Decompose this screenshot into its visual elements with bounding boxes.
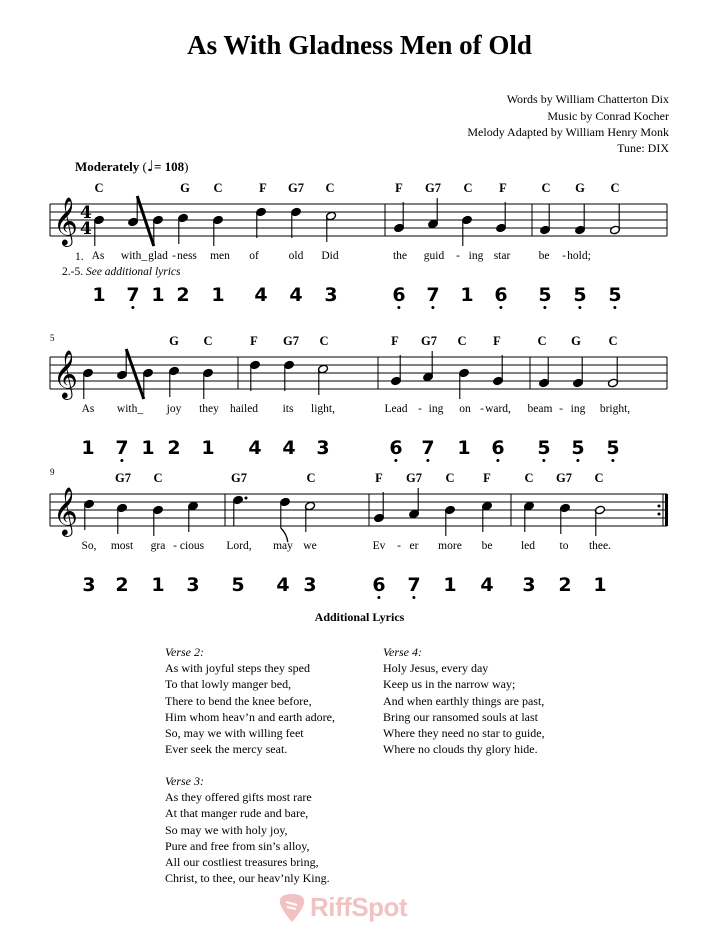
verse-3-block xyxy=(165,773,330,886)
verse-line: Him whom heav’n and earth adore, xyxy=(165,709,335,724)
chord-symbol: F xyxy=(250,334,258,348)
measure-number: 9 xyxy=(50,467,55,477)
scale-number: 1 xyxy=(201,437,215,459)
chord-symbol: C xyxy=(153,471,163,485)
lyric-syllable: So, xyxy=(81,540,97,552)
chord-symbol: G xyxy=(571,334,581,348)
scale-number: 4 xyxy=(480,574,494,596)
chord-symbol: C xyxy=(541,181,551,195)
lyric-syllable: Lead xyxy=(384,403,408,415)
lyric-syllable: on xyxy=(459,403,471,415)
lyric-syllable: As xyxy=(81,403,95,415)
scale-number: 1 xyxy=(593,574,607,596)
lyric-syllable: cious xyxy=(179,540,205,552)
verse-line: So may we with holy joy, xyxy=(165,822,288,837)
scale-number: 2 xyxy=(115,574,129,596)
credit-melody: Melody Adapted by William Henry Monk xyxy=(467,125,669,139)
verse2-label xyxy=(62,266,181,278)
chord-symbol: C xyxy=(524,471,534,485)
lyric-syllable: to xyxy=(559,540,569,552)
scale-number: 7 xyxy=(126,284,139,306)
chord-symbol: C xyxy=(610,181,620,195)
lyric-syllable: hailed xyxy=(229,403,259,415)
lyric-syllable: - xyxy=(559,403,563,415)
lyric-syllable: Lord, xyxy=(226,540,252,552)
lyric-syllable: light, xyxy=(311,403,335,415)
chord-symbol: C xyxy=(457,334,467,348)
lyric-syllable: bright, xyxy=(599,403,631,415)
verse-line: Ever seek the mercy seat. xyxy=(165,742,288,757)
chord-symbol: F xyxy=(375,471,383,485)
chord-symbol: C xyxy=(306,471,316,485)
chord-symbol: G7 xyxy=(283,334,299,348)
lyric-syllable: - xyxy=(418,403,422,415)
lyric-syllable: hold; xyxy=(567,250,591,262)
scale-number: 7 xyxy=(407,574,420,596)
lyric-syllable: - xyxy=(172,250,176,262)
treble-clef-icon: 𝄞 xyxy=(53,349,78,398)
verse-line: As with joyful steps they sped xyxy=(165,661,310,676)
lyric-syllable: be xyxy=(481,540,493,552)
verse-line: Where they need no star to guide, xyxy=(383,726,545,741)
riffspot-logo xyxy=(278,892,407,923)
scale-number: 2 xyxy=(176,284,190,306)
chord-symbol: C xyxy=(319,334,329,348)
scale-number: 2 xyxy=(167,437,181,459)
lyric-syllable: gra xyxy=(150,540,166,552)
lyric-syllable: led xyxy=(520,540,536,552)
time-signature: 4 xyxy=(80,219,92,239)
verse-line: So, may we with willing feet xyxy=(165,726,304,741)
lyric-syllable: men xyxy=(210,250,230,262)
lyric-syllable: of xyxy=(249,250,259,262)
verse-line: Pure and free from sin’s alloy, xyxy=(165,838,310,853)
chord-symbol: C xyxy=(537,334,547,348)
credit-words: Words by William Chatterton Dix xyxy=(506,92,669,106)
verse-line: All our costliest treasures bring, xyxy=(165,855,319,870)
song-title: As With Gladness Men of Old xyxy=(187,30,532,60)
scale-number: 3 xyxy=(186,574,200,596)
scale-number: 5 xyxy=(606,437,619,459)
chord-symbol: G7 xyxy=(425,181,441,195)
scale-number: 5 xyxy=(538,284,551,306)
scale-number: 6 xyxy=(494,284,507,306)
treble-clef-icon: 𝄞 xyxy=(53,196,78,245)
scale-number: 7 xyxy=(426,284,439,306)
scale-number: 7 xyxy=(421,437,434,459)
dot xyxy=(245,497,248,500)
chord-symbol: F xyxy=(499,181,507,195)
lyric-syllable: they xyxy=(199,403,219,415)
lyric-syllable: ing xyxy=(428,403,444,415)
scale-number: 3 xyxy=(316,437,330,459)
chord-symbol: G xyxy=(169,334,179,348)
chord-symbol: F xyxy=(483,471,491,485)
lyric-syllable: more xyxy=(438,540,462,552)
lyric-syllable: - xyxy=(480,403,484,415)
credit-tune: Tune: DIX xyxy=(617,141,669,155)
time-signature: 4 xyxy=(80,203,92,223)
chord-symbol: F xyxy=(259,181,267,195)
scale-number: 4 xyxy=(254,284,268,306)
chord-symbol: G7 xyxy=(421,334,437,348)
scale-number: 1 xyxy=(211,284,225,306)
chord-symbol: F xyxy=(395,181,403,195)
lyric-syllable: ing xyxy=(468,250,484,262)
scale-number: 3 xyxy=(522,574,536,596)
chord-symbol: C xyxy=(445,471,455,485)
chord-symbol: F xyxy=(391,334,399,348)
chord-symbol: G xyxy=(575,181,585,195)
lyric-syllable: may xyxy=(273,540,293,552)
scale-number: 3 xyxy=(324,284,338,306)
verse-2-block xyxy=(165,644,335,757)
scale-number: 6 xyxy=(491,437,504,459)
verse-line: As they offered gifts most rare xyxy=(165,790,312,805)
scale-number: 5 xyxy=(573,284,586,306)
scale-number: 7 xyxy=(115,437,128,459)
lyric-syllable: its xyxy=(282,403,294,415)
chord-symbol: G7 xyxy=(115,471,131,485)
verse-line: There to bend the knee before, xyxy=(165,693,312,708)
lyric-syllable: we xyxy=(303,540,317,552)
chord-symbol: F xyxy=(493,334,501,348)
lyric-syllable: star xyxy=(493,250,511,262)
verse-line: Bring our ransomed souls at last xyxy=(383,709,538,724)
lyric-syllable: er xyxy=(409,540,419,552)
lyric-syllable: - xyxy=(397,540,401,552)
credit-music: Music by Conrad Kocher xyxy=(547,109,669,123)
tempo-bpm: = 108 xyxy=(153,159,185,174)
scale-number: 5 xyxy=(231,574,245,596)
chord-symbol: C xyxy=(325,181,335,195)
tempo-label: Moderately xyxy=(75,159,140,174)
scale-number: 5 xyxy=(537,437,550,459)
scale-number: 1 xyxy=(443,574,457,596)
scale-number: 1 xyxy=(92,284,106,306)
chord-symbol: C xyxy=(213,181,223,195)
lyric-syllable: - xyxy=(173,540,177,552)
scale-number: 4 xyxy=(248,437,262,459)
lyric-syllable: Did xyxy=(321,250,339,262)
scale-number: 6 xyxy=(372,574,385,596)
scale-number: 1 xyxy=(151,284,165,306)
verse-line: Keep us in the narrow way; xyxy=(383,677,516,692)
quarter-note-icon: ♩ xyxy=(146,157,154,175)
scale-number: 4 xyxy=(276,574,290,596)
repeat-dot xyxy=(658,513,661,516)
lyric-syllable: be xyxy=(538,250,550,262)
verse-title: Verse 2: xyxy=(165,645,204,659)
lyric-syllable: ness xyxy=(177,250,197,262)
lyric-syllable: with_ xyxy=(116,403,144,415)
verse-title: Verse 3: xyxy=(165,774,204,788)
lyric-syllable: with_ xyxy=(120,250,148,262)
verse-line: To that lowly manger bed, xyxy=(165,677,292,692)
verse-line: Christ, to thee, our heav’nly King. xyxy=(165,871,330,886)
verse-line: At that manger rude and bare, xyxy=(165,806,309,821)
lyric-syllable: the xyxy=(392,250,408,262)
scale-number: 1 xyxy=(457,437,471,459)
lyric-syllable: Ev xyxy=(372,540,386,552)
lyric-syllable: beam xyxy=(527,403,553,415)
lyric-syllable: - xyxy=(562,250,566,262)
lyric-syllable: most xyxy=(110,540,134,552)
chord-symbol: C xyxy=(203,334,213,348)
lyric-syllable: joy xyxy=(166,403,182,415)
scale-number: 5 xyxy=(571,437,584,459)
scale-number: 1 xyxy=(81,437,95,459)
chord-symbol: G7 xyxy=(231,471,247,485)
chord-symbol: G7 xyxy=(556,471,572,485)
treble-clef-icon: 𝄞 xyxy=(53,486,78,535)
scale-number: 6 xyxy=(389,437,402,459)
verse-4-block xyxy=(383,644,545,757)
lyric-syllable: thee. xyxy=(588,540,612,552)
scale-number: 1 xyxy=(460,284,474,306)
verse1-label: 1. xyxy=(75,251,84,263)
chord-symbol: C xyxy=(94,181,104,195)
repeat-dot xyxy=(658,505,661,508)
chord-symbol: C xyxy=(608,334,618,348)
verse-title: Verse 4: xyxy=(383,645,422,659)
guitar-pick-icon xyxy=(278,893,306,923)
additional-lyrics-heading: Additional Lyrics xyxy=(314,610,405,624)
tempo-marking: Moderately (♩= 108) xyxy=(75,157,189,175)
lyric-syllable: guid xyxy=(423,250,445,262)
final-barline xyxy=(665,494,668,526)
measure-number: 5 xyxy=(50,333,55,343)
scale-number: 4 xyxy=(282,437,296,459)
lyric-syllable: glad xyxy=(148,250,168,262)
scale-number: 4 xyxy=(289,284,303,306)
scale-number: 3 xyxy=(82,574,96,596)
verse2-range: 2.-5. xyxy=(62,266,84,278)
chord-symbol: G7 xyxy=(406,471,422,485)
verse-line: Holy Jesus, every day xyxy=(383,661,489,676)
logo-text: RiffSpot xyxy=(310,892,408,922)
verse-line: Where no clouds thy glory hide. xyxy=(383,742,538,757)
scale-number: 5 xyxy=(608,284,621,306)
lyric-syllable: ing xyxy=(570,403,586,415)
chord-symbol: G7 xyxy=(288,181,304,195)
lyric-syllable: - xyxy=(456,250,460,262)
scale-number: 6 xyxy=(392,284,405,306)
chord-symbol: G xyxy=(180,181,190,195)
verse-line: And when earthly things are past, xyxy=(383,693,545,708)
scale-number: 1 xyxy=(151,574,165,596)
chord-symbol: C xyxy=(463,181,473,195)
scale-number: 1 xyxy=(141,437,155,459)
scale-number: 3 xyxy=(303,574,317,596)
scale-number: 2 xyxy=(558,574,572,596)
lyric-syllable: As xyxy=(91,250,105,262)
lyric-syllable: old xyxy=(288,250,304,262)
chord-symbol: C xyxy=(594,471,604,485)
lyric-syllable: ward, xyxy=(485,403,511,415)
verse2-note: See additional lyrics xyxy=(85,266,181,278)
